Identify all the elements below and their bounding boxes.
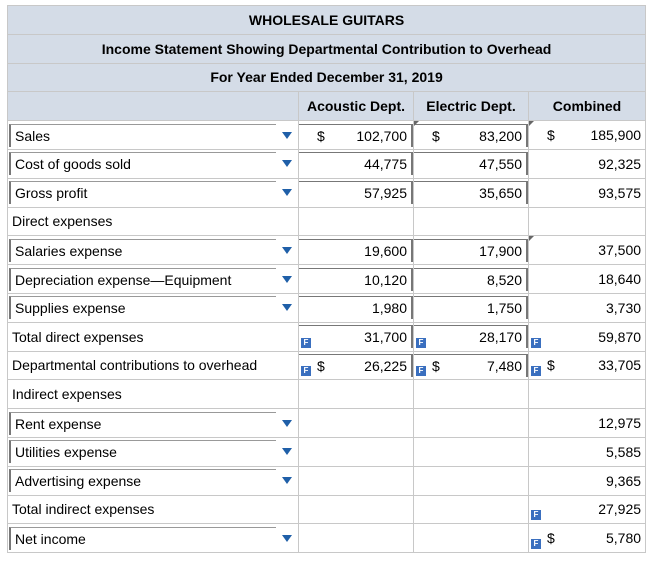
row-depreciation — [8, 265, 646, 294]
gross-label-dropdown[interactable]: Gross profit — [8, 179, 298, 207]
row-net-income — [8, 524, 646, 553]
total-direct-combined-value: F 59,870 — [529, 323, 645, 351]
header-blank — [8, 92, 299, 121]
supplies-acoustic-input[interactable]: 1,980 — [299, 296, 413, 319]
corner-marker-icon — [529, 121, 534, 126]
row-supplies — [8, 293, 646, 322]
chevron-down-icon — [282, 160, 292, 167]
cogs-combined-value: 92,325 — [598, 155, 642, 172]
sales-label-dropdown[interactable]: Sales — [8, 121, 298, 149]
salaries-label-dropdown[interactable]: Salaries expense — [8, 236, 298, 264]
chevron-down-icon — [282, 477, 292, 484]
chevron-down-icon — [282, 535, 292, 542]
utilities-combined-value: 5,585 — [606, 443, 642, 460]
indirect-expenses-label: Indirect expenses — [8, 380, 299, 409]
corner-marker-icon — [529, 236, 534, 241]
formula-badge-icon[interactable]: F — [531, 338, 541, 348]
row-indirect-expenses-header — [8, 380, 646, 409]
salaries-combined-value: 37,500 — [529, 236, 645, 264]
formula-badge-icon[interactable]: F — [301, 338, 311, 348]
chevron-down-icon — [282, 420, 292, 427]
contribution-label: Departmental contributions to overhead — [8, 351, 299, 380]
chevron-down-icon — [282, 304, 292, 311]
depreciation-electric-input[interactable]: 8,520 — [414, 268, 528, 291]
total-direct-label: Total direct expenses — [8, 322, 299, 351]
sales-electric-input[interactable]: $ 83,200 — [414, 124, 528, 147]
row-advertising — [8, 466, 646, 495]
gross-acoustic-input[interactable]: 57,925 — [299, 181, 413, 204]
cogs-electric-input[interactable]: 47,550 — [414, 152, 528, 175]
formula-badge-icon[interactable]: F — [416, 338, 426, 348]
col-acoustic: Acoustic Dept. — [299, 92, 414, 121]
col-electric: Electric Dept. — [414, 92, 529, 121]
contrib-acoustic-input[interactable]: F $ 26,225 — [299, 354, 413, 377]
row-direct-expenses-header — [8, 207, 646, 236]
total-indirect-combined-value: F 27,925 — [529, 496, 645, 524]
salaries-acoustic-input[interactable]: 19,600 — [299, 239, 413, 262]
chevron-down-icon — [282, 247, 292, 254]
row-gross-profit — [8, 178, 646, 207]
chevron-down-icon — [282, 189, 292, 196]
rent-label-dropdown[interactable]: Rent expense — [8, 409, 298, 437]
depreciation-combined-value: 18,640 — [598, 271, 642, 288]
utilities-label-dropdown[interactable]: Utilities expense — [8, 438, 298, 466]
advertising-label-dropdown[interactable]: Advertising expense — [8, 467, 298, 495]
net-income-combined-value: F $ 5,780 — [529, 524, 645, 552]
advertising-combined-value: 9,365 — [606, 472, 642, 489]
total-indirect-label: Total indirect expenses — [8, 495, 299, 524]
total-direct-acoustic-input[interactable]: F 31,700 — [299, 325, 413, 348]
row-utilities — [8, 437, 646, 466]
row-rent — [8, 409, 646, 438]
sales-acoustic-input[interactable]: $ 102,700 — [299, 124, 413, 147]
period-label: For Year Ended December 31, 2019 — [8, 63, 646, 92]
company-title: WHOLESALE GUITARS — [8, 6, 646, 35]
formula-badge-icon[interactable]: F — [531, 539, 541, 549]
gross-combined-value: 93,575 — [598, 184, 642, 201]
sales-combined-value: $ 185,900 — [529, 121, 645, 149]
gross-electric-input[interactable]: 35,650 — [414, 181, 528, 204]
row-contribution — [8, 351, 646, 380]
row-total-indirect — [8, 495, 646, 524]
cogs-acoustic-input[interactable]: 44,775 — [299, 152, 413, 175]
statement-table — [7, 5, 646, 553]
supplies-combined-value: 3,730 — [606, 299, 642, 316]
net-income-label-dropdown[interactable]: Net income — [8, 524, 298, 552]
statement-subtitle: Income Statement Showing Departmental Contribution to Overhead — [8, 34, 646, 63]
chevron-down-icon — [282, 132, 292, 139]
formula-badge-icon[interactable]: F — [301, 366, 311, 376]
row-sales — [8, 121, 646, 150]
supplies-label-dropdown[interactable]: Supplies expense — [8, 294, 298, 322]
income-statement — [7, 5, 645, 553]
col-combined: Combined — [529, 92, 646, 121]
cogs-label-dropdown[interactable]: Cost of goods sold — [8, 150, 298, 178]
depreciation-label-dropdown[interactable]: Depreciation expense—Equipment — [8, 265, 298, 293]
contrib-combined-value: F $ 33,705 — [529, 352, 645, 380]
supplies-electric-input[interactable]: 1,750 — [414, 296, 528, 319]
depreciation-acoustic-input[interactable]: 10,120 — [299, 268, 413, 291]
total-direct-electric-input[interactable]: F 28,170 — [414, 325, 528, 348]
formula-badge-icon[interactable]: F — [416, 366, 426, 376]
row-cogs — [8, 149, 646, 178]
contrib-electric-input[interactable]: F $ 7,480 — [414, 354, 528, 377]
chevron-down-icon — [282, 448, 292, 455]
salaries-electric-input[interactable]: 17,900 — [414, 239, 528, 262]
formula-badge-icon[interactable]: F — [531, 366, 541, 376]
formula-badge-icon[interactable]: F — [531, 510, 541, 520]
direct-expenses-label: Direct expenses — [8, 207, 299, 236]
row-total-direct — [8, 322, 646, 351]
row-salaries — [8, 236, 646, 265]
chevron-down-icon — [282, 276, 292, 283]
rent-combined-value: 12,975 — [598, 415, 642, 432]
corner-marker-icon — [414, 121, 419, 126]
